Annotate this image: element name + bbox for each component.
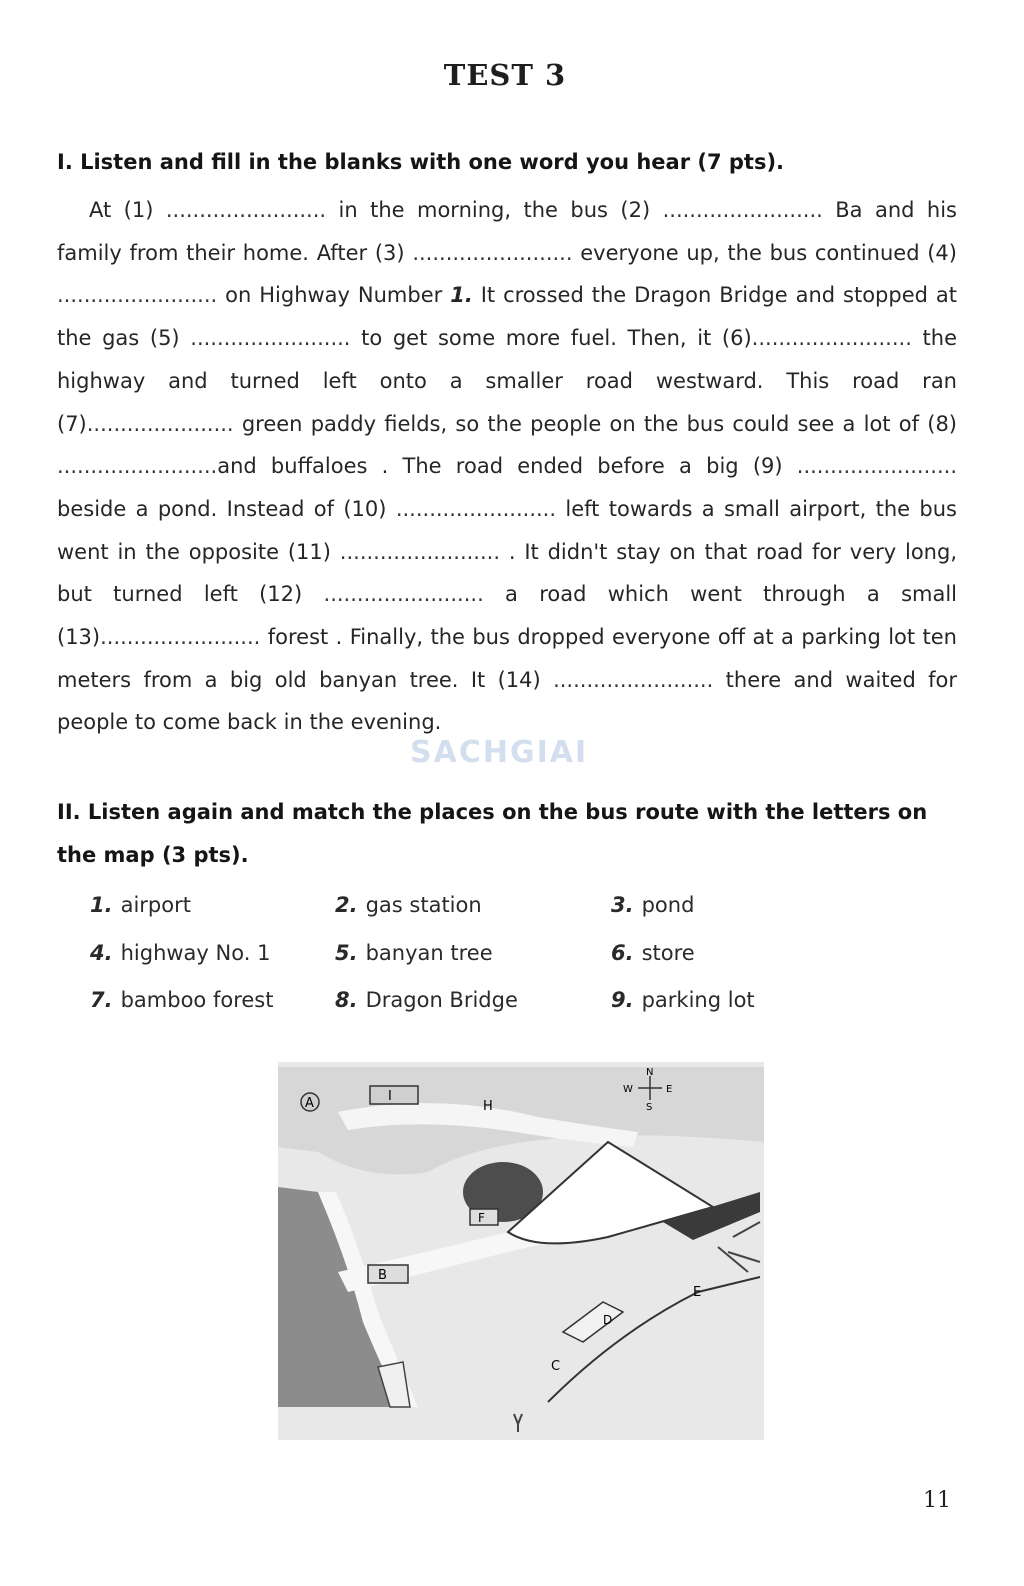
compass-n: N: [646, 1067, 654, 1078]
passage-text: At (1): [89, 198, 166, 222]
passage-text: everyone up, the bus continued (4): [572, 240, 957, 265]
option-number: 5.: [335, 940, 358, 965]
answer-blank: ........................: [100, 625, 261, 650]
option-number: 7.: [90, 988, 113, 1012]
place-option: [335, 930, 493, 978]
section-2-heading: II. Listen again and match the places on the bus route with the letters on the map (3 pts).: [57, 800, 928, 867]
map-label-B: B: [378, 1268, 387, 1283]
place-option: [611, 930, 695, 978]
option-number: 3.: [611, 893, 634, 917]
passage-text: Ba and his family from their home. After (3): [57, 198, 958, 265]
section-1-heading: I. Listen and fill in the blanks with one word you hear (7 pts).: [57, 150, 785, 174]
place-option: [611, 977, 755, 1025]
option-label: banyan tree: [365, 940, 493, 965]
answer-blank: ........................: [165, 198, 327, 222]
option-label: pond: [641, 893, 695, 917]
option-label: parking lot: [641, 988, 755, 1012]
answer-blank: ........................: [662, 198, 823, 222]
answer-blank: ........................: [57, 283, 218, 308]
option-label: airport: [120, 893, 191, 917]
place-option: [90, 930, 270, 978]
map-label-I: I: [388, 1089, 392, 1104]
bus-route-map: [278, 1062, 764, 1440]
option-number: 6.: [611, 940, 634, 965]
option-number: 2.: [335, 893, 358, 917]
passage-text: green paddy fields, so the people on the bus could see a lot of (8): [233, 411, 957, 436]
map-label-D: D: [603, 1313, 613, 1327]
answer-blank: ......................: [86, 411, 234, 436]
map-label-A: A: [305, 1096, 314, 1111]
option-label: gas station: [365, 893, 482, 917]
passage-text: forest . Finally, the bus dropped everyone off at a parking lot ten meters from a big old banyan tree. It (14): [57, 625, 957, 692]
option-label: bamboo forest: [120, 988, 274, 1012]
map-label-E: E: [693, 1285, 702, 1300]
options-row: [90, 882, 810, 930]
passage-text: beside a pond. Instead of (10): [57, 496, 396, 521]
highway-number: 1.: [450, 283, 473, 308]
passage-number: [450, 283, 473, 307]
passage-text: and buffaloes . The road ended before a big (9): [217, 454, 797, 479]
place-option: [90, 977, 273, 1025]
passage-text: on Highway Number: [217, 283, 451, 308]
option-label: Dragon Bridge: [365, 988, 518, 1012]
passage-text: to get some more fuel. Then, it (6): [350, 326, 752, 351]
compass-s: S: [646, 1102, 653, 1113]
answer-blank: ........................: [412, 240, 573, 265]
answer-blank: ........................: [796, 454, 957, 479]
passage-text: a road which went through a small (13): [57, 582, 958, 650]
option-number: 9.: [611, 988, 634, 1012]
fill-in-passage: [57, 189, 957, 744]
map-label-F: F: [478, 1211, 485, 1225]
answer-blank: ........................: [395, 496, 557, 521]
watermark: SACHGIAI: [410, 735, 589, 770]
map-box-I: [370, 1086, 418, 1104]
place-option: [335, 882, 482, 930]
option-label: store: [641, 940, 695, 965]
option-number: 4.: [90, 940, 113, 965]
passage-text: It crossed the Dragon Bridge and stopped at the gas (5): [57, 283, 957, 351]
option-label: highway No. 1: [120, 940, 271, 965]
passage-text: left towards a small airport, the bus went in the opposite (11): [57, 496, 957, 564]
passage-text: in the morning, the bus (2): [326, 198, 663, 222]
answer-blank: ........................: [57, 454, 218, 479]
place-option: [90, 882, 191, 930]
compass-w: W: [623, 1084, 633, 1095]
compass-e: E: [666, 1084, 673, 1095]
matching-options: [90, 882, 810, 1025]
passage-paragraph: [57, 189, 957, 744]
option-number: 8.: [335, 988, 358, 1012]
map-box-B: [368, 1265, 408, 1283]
answer-blank: ........................: [553, 667, 714, 692]
answer-blank: ........................: [751, 326, 912, 351]
place-option: [335, 977, 518, 1025]
page-title: TEST 3: [443, 58, 567, 92]
map-label-H: H: [483, 1099, 493, 1114]
passage-text: . It didn't stay on that road for very long, but turned left (12): [57, 539, 957, 607]
answer-blank: ........................: [190, 326, 351, 351]
answer-blank: ........................: [339, 539, 501, 564]
passage-text: there and waited for people to come back in the evening.: [57, 667, 957, 735]
options-row: [90, 930, 810, 978]
passage-text: the highway and turned left onto a smaller road westward. This road ran (7): [57, 326, 957, 436]
place-option: [611, 882, 694, 930]
map-label-C: C: [551, 1359, 561, 1374]
option-number: 1.: [90, 893, 113, 917]
answer-blank: ........................: [323, 582, 484, 607]
page-number: 11: [923, 1488, 951, 1513]
options-row: [90, 977, 810, 1025]
